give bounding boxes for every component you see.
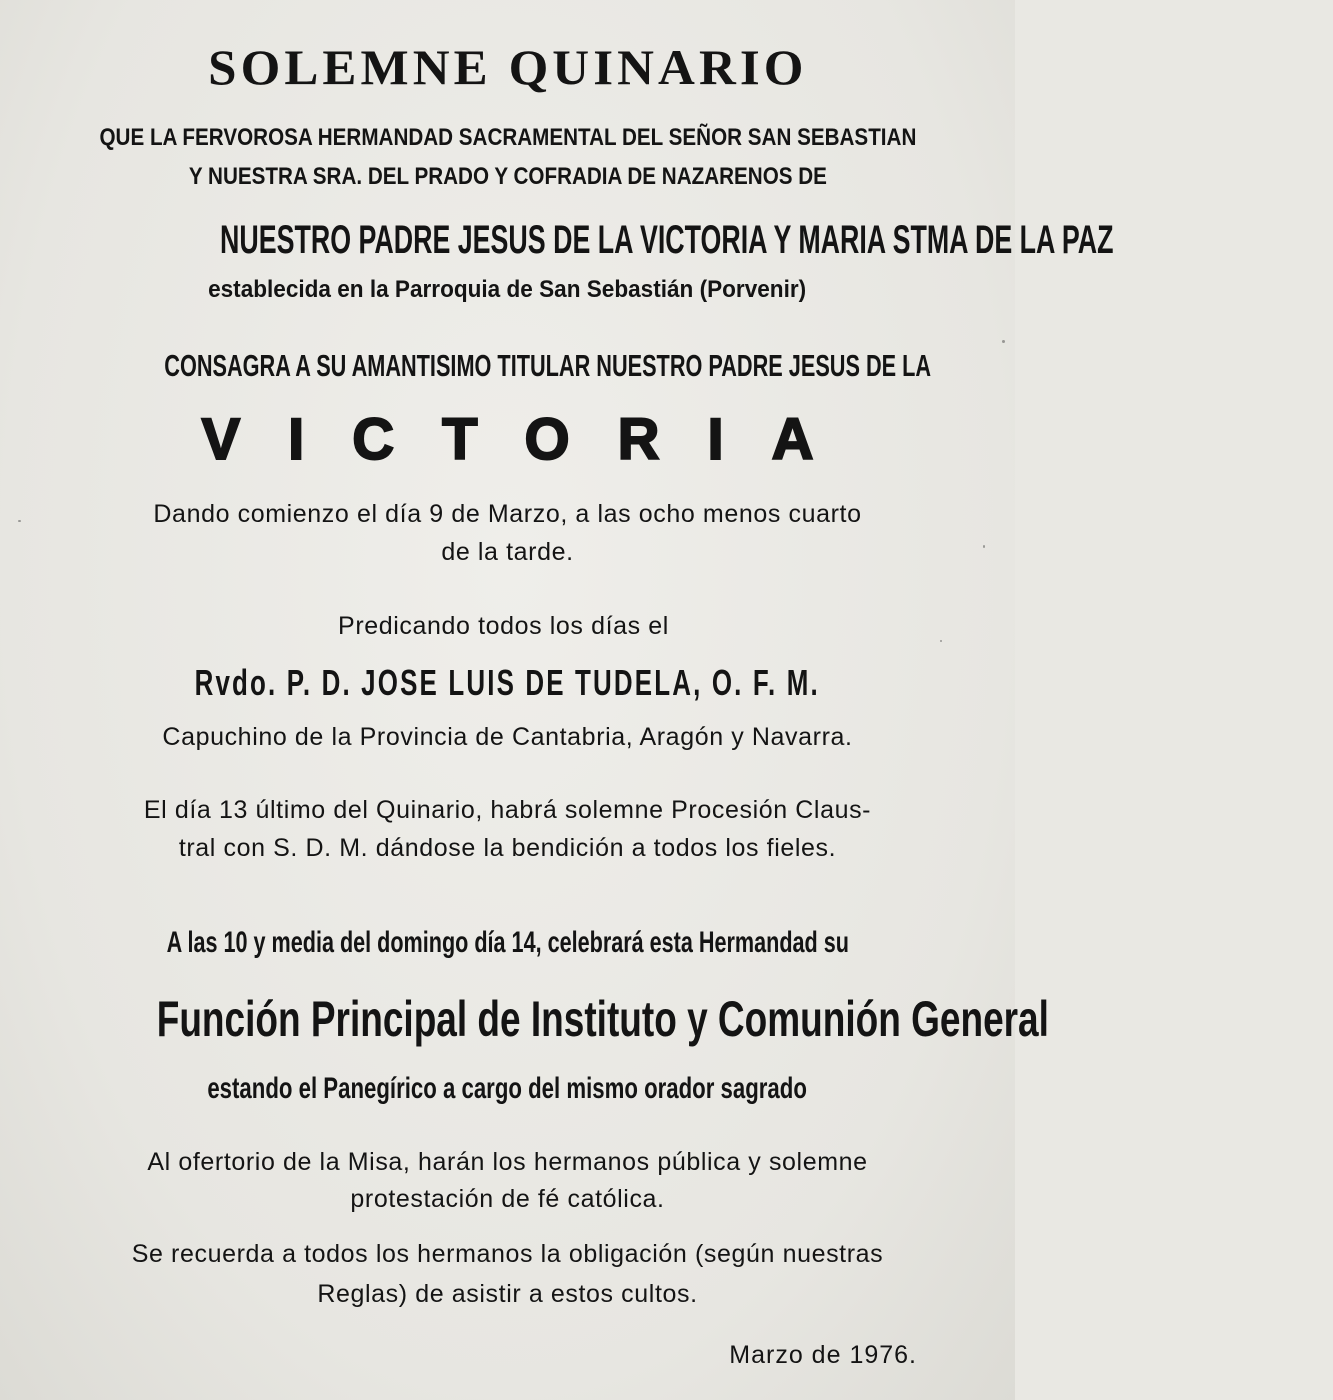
header-line-2: Y NUESTRA SRA. DEL PRADO Y COFRADIA DE NAZARENOS DE	[188, 163, 827, 190]
brotherhood-name: NUESTRO PADRE JESUS DE LA VICTORIA Y MARIA STMA DE LA PAZ	[220, 218, 1114, 262]
paper-speck	[983, 545, 985, 548]
start-line-1: Dando comienzo el día 9 de Marzo, a las ocho menos cuarto	[153, 500, 862, 528]
function-title: Función Principal de Instituto y Comunión General	[156, 991, 1049, 1047]
titular-name: VICTORIA	[201, 407, 862, 472]
dedication-row	[0, 348, 1015, 384]
preacher-name-row	[0, 662, 1015, 704]
preacher-intro: Predicando todos los días el	[338, 612, 669, 640]
brotherhood-name-row	[0, 218, 1114, 263]
function-intro: A las 10 y media del domingo día 14, celebrará esta Hermandad su	[166, 926, 849, 959]
panegyric-text: estando el Panegírico a cargo del mismo orador sagrado	[207, 1072, 808, 1105]
paper-speck	[1002, 340, 1005, 343]
offertory-line-2: protestación de fé católica.	[350, 1185, 665, 1213]
header-line-1: QUE LA FERVOROSA HERMANDAD SACRAMENTAL DEL SEÑOR SAN SEBASTIAN	[99, 124, 916, 151]
established-text: establecida en la Parroquia de San Sebastián (Porvenir)	[208, 276, 807, 303]
established-row	[0, 276, 1015, 304]
function-title-row	[0, 990, 1049, 1048]
main-title-row	[0, 38, 1015, 96]
reminder-line-1: Se recuerda a todos los hermanos la obligación (según nuestras	[131, 1240, 884, 1268]
function-intro-row	[0, 926, 1015, 960]
titular-row	[0, 406, 1015, 473]
start-line-2: de la tarde.	[441, 538, 574, 566]
preacher-affiliation: Capuchino de la Provincia de Cantabria, Aragón y Navarra.	[162, 723, 853, 751]
paper-speck	[940, 640, 942, 642]
procession-line-2: tral con S. D. M. dándose la bendición a todos los fieles.	[178, 834, 837, 862]
header-line-1-row	[0, 124, 1015, 152]
main-title: SOLEMNE QUINARIO	[207, 39, 808, 95]
preacher-name: Rvdo. P. D. JOSE LUIS DE TUDELA, O. F. M.	[194, 662, 821, 703]
offertory-line-1: Al ofertorio de la Misa, harán los hermanos pública y solemne	[147, 1148, 868, 1176]
dedication-text: CONSAGRA A SU AMANTISIMO TITULAR NUESTRO PADRE JESUS DE LA	[164, 348, 932, 383]
panegyric-row	[0, 1072, 1015, 1106]
reminder-line-2: Reglas) de asistir a estos cultos.	[317, 1280, 698, 1308]
paper-speck	[18, 520, 21, 522]
issue-date: Marzo de 1976.	[729, 1341, 917, 1369]
header-line-2-row	[0, 163, 1015, 191]
procession-line-1: El día 13 último del Quinario, habrá solemne Procesión Claus-	[143, 796, 872, 824]
